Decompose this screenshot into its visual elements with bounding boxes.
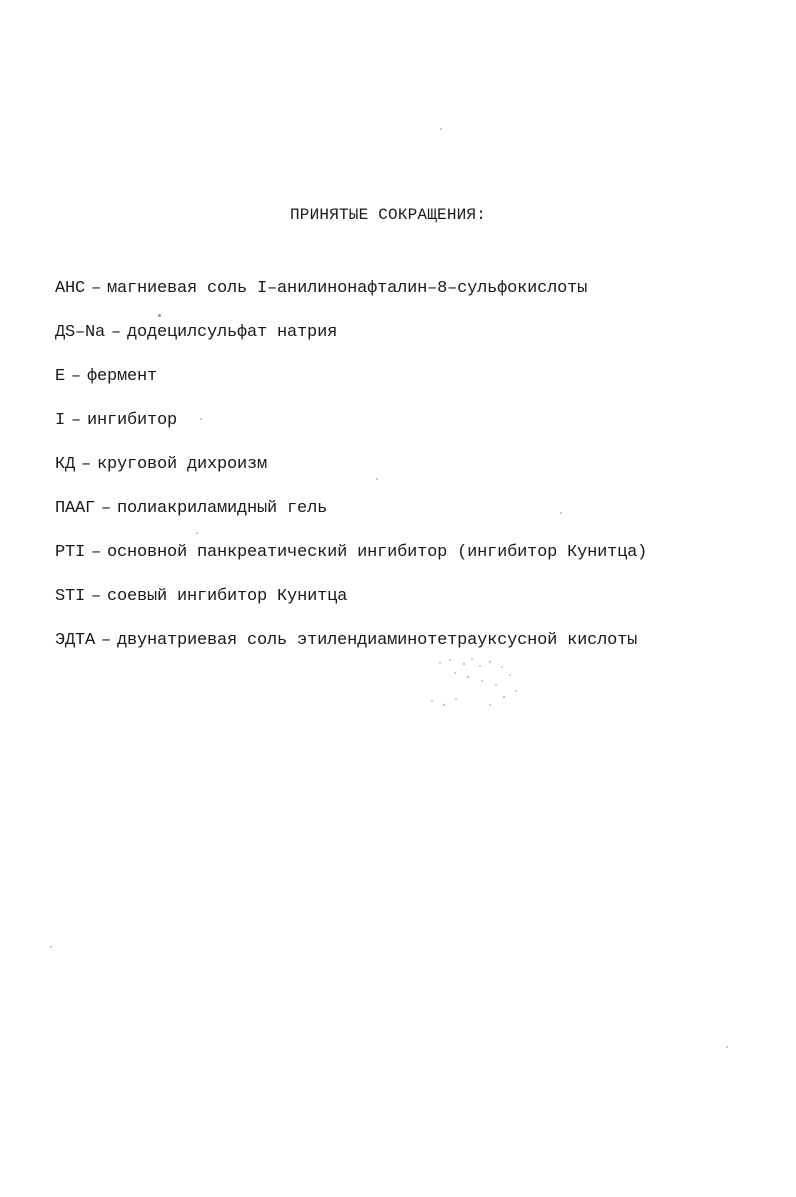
abbreviation-term: ДS–Na	[55, 323, 106, 342]
abbreviation-separator: –	[101, 631, 112, 650]
abbreviation-definition: двунатриевая соль этилендиаминотетрауксусной кислоты	[117, 631, 638, 650]
abbreviation-separator: –	[91, 279, 102, 298]
page-title: ПРИНЯТЫЕ СОКРАЩЕНИЯ:	[290, 206, 487, 224]
scan-speck	[158, 314, 161, 317]
scan-speck	[560, 512, 562, 514]
abbreviation-definition: основной панкреатический ингибитор (ингибитор Кунитца)	[107, 543, 648, 562]
abbreviation-entry	[55, 454, 785, 498]
abbreviation-separator: –	[101, 499, 112, 518]
abbreviation-entry	[55, 498, 785, 542]
scan-speck	[376, 478, 378, 480]
abbreviation-definition: фермент	[87, 367, 158, 386]
abbreviation-term: ЭДТА	[55, 631, 96, 650]
abbreviation-definition: додецилсульфат натрия	[127, 323, 338, 342]
abbreviation-separator: –	[71, 411, 82, 430]
scan-speck	[440, 128, 442, 130]
abbreviation-term: АНС	[55, 279, 86, 298]
abbreviation-term: I	[55, 411, 66, 430]
scan-speck	[196, 532, 198, 534]
abbreviation-separator: –	[81, 455, 92, 474]
abbreviation-definition: соевый ингибитор Кунитца	[107, 587, 348, 606]
abbreviation-definition: магниевая соль I–анилинонафталин–8–сульфокислоты	[107, 279, 588, 298]
abbreviation-entry	[55, 278, 785, 322]
scan-speck	[726, 1046, 728, 1048]
scan-speck	[200, 418, 202, 420]
abbreviation-entry	[55, 322, 785, 366]
abbreviation-list	[55, 278, 785, 674]
abbreviation-term: STI	[55, 587, 86, 606]
abbreviation-term: PTI	[55, 543, 86, 562]
abbreviation-separator: –	[71, 367, 82, 386]
abbreviation-entry	[55, 410, 785, 454]
abbreviation-term: Е	[55, 367, 66, 386]
abbreviation-entry	[55, 366, 785, 410]
abbreviation-entry	[55, 586, 785, 630]
abbreviation-term: ПААГ	[55, 499, 96, 518]
abbreviation-separator: –	[111, 323, 122, 342]
scan-speck	[50, 946, 52, 948]
abbreviation-entry	[55, 542, 785, 586]
abbreviation-definition: полиакриламидный гель	[117, 499, 328, 518]
abbreviation-definition: круговой дихроизм	[97, 455, 268, 474]
abbreviation-definition: ингибитор	[87, 411, 178, 430]
abbreviation-separator: –	[91, 587, 102, 606]
scan-smudge	[420, 655, 530, 715]
abbreviation-term: КД	[55, 455, 76, 474]
abbreviation-separator: –	[91, 543, 102, 562]
